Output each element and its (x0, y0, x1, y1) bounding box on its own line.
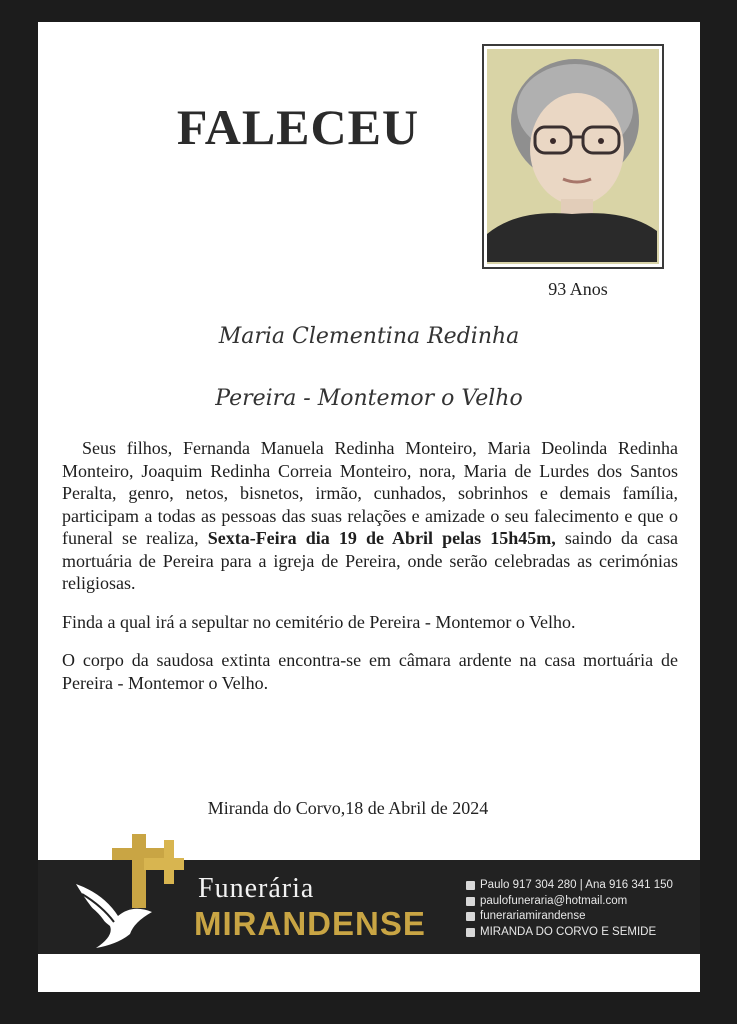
contact-location-text: MIRANDA DO CORVO E SEMIDE (480, 925, 657, 938)
portrait-photo (487, 49, 659, 264)
family-announcement-paragraph (62, 437, 678, 595)
contact-facebook (466, 909, 706, 925)
phone-icon (466, 881, 475, 890)
age-label: 93 Anos (548, 279, 608, 299)
contact-phone-text: Paulo 917 304 280 | Ana 916 341 150 (480, 879, 673, 891)
notice-body (62, 437, 678, 694)
portrait-illustration (487, 49, 657, 262)
contact-list (466, 878, 706, 940)
facebook-icon (466, 912, 475, 921)
announcement-text-continued: saindo da casa mortuária de Pereira para a igreja de Pereira, onde serão celebradas as cerimónias religiosas. (62, 528, 679, 593)
contact-email-text: paulofuneraria@hotmail.com (480, 894, 628, 907)
deceased-place: Pereira - Montemor o Velho (215, 386, 523, 411)
deceased-name: Maria Clementina Redinha (218, 324, 520, 349)
location-icon (466, 928, 475, 937)
cross-dove-icon (74, 834, 214, 954)
email-icon (466, 897, 475, 906)
portrait-frame (482, 44, 664, 269)
wake-paragraph: O corpo da saudosa extinta encontra-se em câmara ardente na casa mortuária de Pereira - Montemor o Velho. (62, 650, 678, 693)
funeral-home-banner (38, 860, 700, 954)
contact-phone (466, 878, 706, 894)
obituary-sheet (38, 22, 700, 992)
contact-facebook-text: funerariamirandense (480, 910, 586, 922)
notice-date: Miranda do Corvo,18 de Abril de 2024 (207, 798, 489, 818)
funeral-date-time: Sexta-Feira dia 19 de Abril pelas 15h45m, (207, 528, 556, 548)
burial-paragraph: Finda a qual irá a sepultar no cemitério de Pereira - Montemor o Velho. (62, 611, 576, 632)
announcement-text: Seus filhos, Fernanda Manuela Redinha Monteiro, Maria Deolinda Redinha Monteiro, Joaquim Redinha Correia Monteiro, nora, Maria de Lurdes dos Santos Peralta, genro, netos, bisnetos, irmão, cunhados, sobrinhos e demais família, participam a todas as pessoas das suas relações e amizade o seu falecimento e que o funeral se realiza, (62, 438, 678, 548)
contact-location (466, 925, 706, 941)
funeral-home-logo (74, 834, 214, 954)
contact-email (466, 894, 706, 910)
brand-name-line1: Funerária (198, 873, 315, 904)
brand-name-line2: MIRANDENSE (194, 905, 426, 942)
notice-title: FALECEU (176, 99, 420, 155)
